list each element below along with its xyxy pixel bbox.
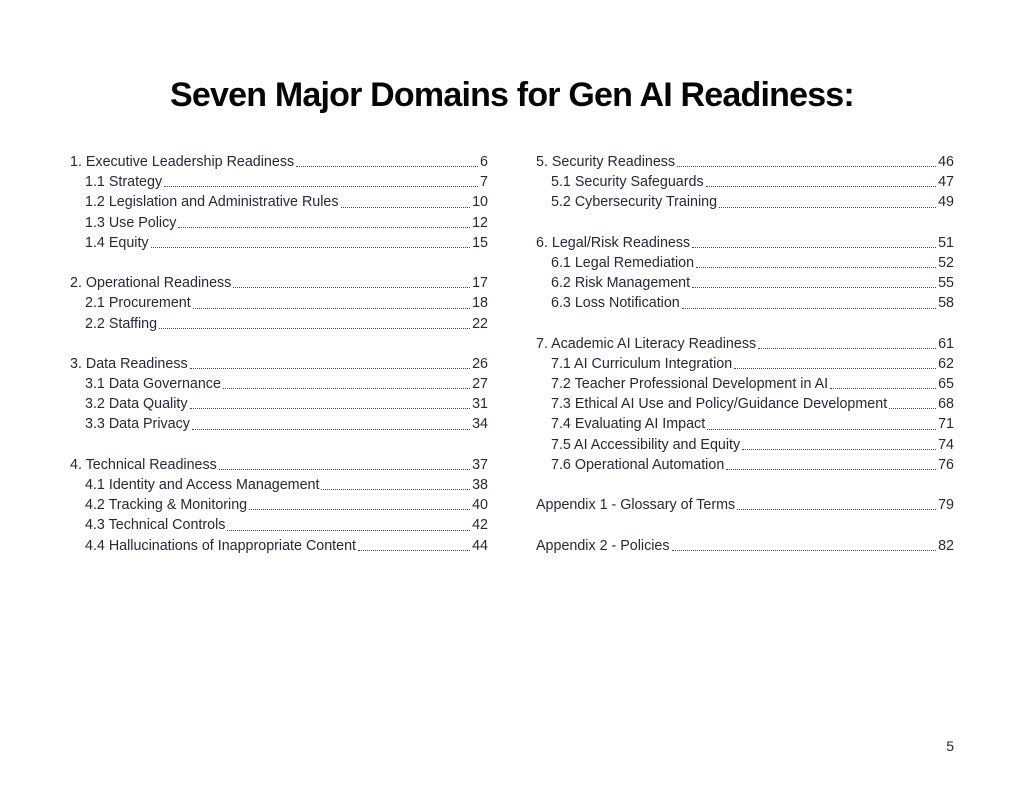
toc-dot-leader — [249, 509, 470, 510]
toc-subsection-entry[interactable] — [70, 192, 488, 212]
toc-section-entry[interactable] — [536, 233, 954, 253]
toc-dot-leader — [164, 186, 478, 187]
toc-entry-label: 5.2 Cybersecurity Training — [551, 194, 718, 211]
toc-entry-page: 68 — [938, 396, 954, 413]
toc-entry-label: 2. Operational Readiness — [70, 275, 232, 292]
toc-entry-page: 18 — [472, 295, 488, 312]
toc-subsection-entry[interactable] — [70, 515, 488, 535]
toc-section-entry[interactable] — [536, 152, 954, 172]
toc-entry-page: 65 — [938, 376, 954, 393]
toc-entry-page: 62 — [938, 355, 954, 372]
toc-subsection-entry[interactable] — [70, 213, 488, 233]
toc-subsection-entry[interactable] — [536, 414, 954, 434]
toc-entry-label: 5. Security Readiness — [536, 154, 676, 170]
toc-entry-label: 1.2 Legislation and Administrative Rules — [85, 194, 339, 211]
toc-entry-page: 55 — [938, 275, 954, 292]
toc-entry-label: 5.1 Security Safeguards — [551, 174, 704, 191]
toc-entry-page: 17 — [472, 275, 488, 292]
toc-dot-leader — [151, 247, 471, 248]
toc-entry-label: 7.2 Teacher Professional Development in AI — [551, 376, 829, 393]
toc-dot-leader — [341, 207, 471, 208]
toc-entry-page: 46 — [938, 154, 954, 170]
toc-dot-leader — [233, 287, 470, 288]
toc-section-entry[interactable] — [536, 334, 954, 354]
toc-spacer — [70, 334, 488, 354]
toc-subsection-entry[interactable] — [70, 394, 488, 414]
toc-entry-label: Appendix 1 - Glossary of Terms — [536, 497, 736, 514]
toc-entry-page: 74 — [938, 436, 954, 453]
toc-dot-leader — [742, 449, 936, 450]
toc-dot-leader — [889, 408, 936, 409]
toc-entry-page: 26 — [472, 355, 488, 372]
toc-entry-page: 6 — [480, 154, 488, 170]
toc-dot-leader — [178, 227, 470, 228]
toc-subsection-entry[interactable] — [536, 435, 954, 455]
toc-entry-page: 82 — [938, 537, 954, 554]
toc-dot-leader — [692, 247, 936, 248]
toc-dot-leader — [321, 489, 470, 490]
toc-entry-page: 61 — [938, 335, 954, 352]
toc-subsection-entry[interactable] — [70, 414, 488, 434]
toc-entry-label: 4. Technical Readiness — [70, 456, 217, 473]
toc-entry-page: 7 — [480, 174, 488, 191]
toc-section-entry[interactable] — [70, 354, 488, 374]
toc-spacer — [536, 515, 954, 535]
toc-entry-label: 3.3 Data Privacy — [85, 416, 190, 433]
toc-dot-leader — [190, 368, 470, 369]
toc-section-entry[interactable] — [70, 273, 488, 293]
toc-entry-label: 7.5 AI Accessibility and Equity — [551, 436, 741, 453]
toc-section-entry[interactable] — [536, 495, 954, 515]
toc-entry-label: 7.4 Evaluating AI Impact — [551, 416, 706, 433]
toc-entry-page: 49 — [938, 194, 954, 211]
toc-section-entry[interactable] — [70, 152, 488, 172]
toc-entry-page: 22 — [472, 315, 488, 332]
toc-subsection-entry[interactable] — [536, 293, 954, 313]
toc-spacer — [536, 314, 954, 334]
toc-entry-label: 1.3 Use Policy — [85, 214, 177, 231]
toc-dot-leader — [219, 469, 470, 470]
toc-entry-label: 1.4 Equity — [85, 234, 149, 251]
toc-entry-page: 79 — [938, 497, 954, 514]
toc-dot-leader — [726, 469, 936, 470]
toc-entry-page: 47 — [938, 174, 954, 191]
toc-entry-label: 7. Academic AI Literacy Readiness — [536, 335, 757, 352]
toc-dot-leader — [737, 509, 936, 510]
toc-dot-leader — [223, 388, 470, 389]
toc-entry-page: 51 — [938, 234, 954, 251]
toc-subsection-entry[interactable] — [536, 394, 954, 414]
toc-subsection-entry[interactable] — [536, 192, 954, 212]
toc-entry-label: 2.2 Staffing — [85, 315, 158, 332]
toc-spacer — [70, 253, 488, 273]
toc-entry-page: 38 — [472, 477, 488, 493]
toc-entry-label: 6.2 Risk Management — [551, 275, 691, 292]
toc-dot-leader — [192, 429, 470, 430]
toc-entry-label: 3.1 Data Governance — [85, 376, 221, 393]
toc-entry-page: 42 — [472, 517, 488, 534]
toc-entry-label: 2.1 Procurement — [85, 295, 191, 312]
toc-entry-label: 4.2 Tracking & Monitoring — [85, 497, 248, 514]
toc-subsection-entry[interactable] — [70, 233, 488, 253]
toc-dot-leader — [227, 530, 470, 531]
toc-entry-page: 76 — [938, 456, 954, 473]
toc-entry-page: 34 — [472, 416, 488, 433]
toc-dot-leader — [672, 550, 937, 551]
toc-subsection-entry[interactable] — [536, 354, 954, 374]
toc-subsection-entry[interactable] — [70, 314, 488, 334]
toc-entry-label: 7.6 Operational Automation — [551, 456, 725, 473]
toc-dot-leader — [696, 267, 936, 268]
toc-dot-leader — [692, 287, 936, 288]
toc-entry-label: 6.3 Loss Notification — [551, 295, 680, 312]
toc-section-entry[interactable] — [536, 536, 954, 556]
toc-subsection-entry[interactable] — [70, 172, 488, 192]
toc-entry-page: 71 — [938, 416, 954, 433]
toc-dot-leader — [190, 408, 471, 409]
toc-spacer — [536, 213, 954, 233]
toc-spacer — [536, 475, 954, 495]
toc-entry-page: 37 — [472, 456, 488, 473]
toc-dot-leader — [707, 429, 936, 430]
toc-dot-leader — [159, 328, 470, 329]
toc-dot-leader — [830, 388, 936, 389]
toc-entry-label: 7.3 Ethical AI Use and Policy/Guidance Development — [551, 396, 888, 413]
toc-entry-label: 6. Legal/Risk Readiness — [536, 234, 691, 251]
page-number: 5 — [946, 738, 954, 754]
toc-entry-page: 52 — [938, 254, 954, 271]
toc-subsection-entry[interactable] — [536, 273, 954, 293]
toc-subsection-entry[interactable] — [70, 536, 488, 556]
toc-subsection-entry[interactable] — [70, 374, 488, 394]
toc-right-column — [536, 152, 954, 556]
page-title: Seven Major Domains for Gen AI Readiness: — [170, 76, 854, 114]
toc-entry-page: 27 — [472, 376, 488, 393]
toc-entry-page: 12 — [472, 214, 488, 231]
toc-entry-label: 1. Executive Leadership Readiness — [70, 154, 295, 170]
toc-dot-leader — [677, 166, 936, 167]
toc-entry-label: 1.1 Strategy — [85, 174, 163, 191]
toc-dot-leader — [706, 186, 937, 187]
toc-entry-label: 3. Data Readiness — [70, 355, 188, 372]
toc-subsection-entry[interactable] — [70, 475, 488, 495]
toc-subsection-entry[interactable] — [70, 293, 488, 313]
toc-entry-page: 10 — [472, 194, 488, 211]
toc-entry-label: Appendix 2 - Policies — [536, 537, 670, 554]
toc-dot-leader — [719, 207, 936, 208]
toc-section-entry[interactable] — [70, 455, 488, 475]
toc-entry-page: 40 — [472, 497, 488, 514]
toc-subsection-entry[interactable] — [536, 374, 954, 394]
toc-dot-leader — [734, 368, 936, 369]
toc-entry-label: 6.1 Legal Remediation — [551, 254, 695, 271]
toc-entry-page: 15 — [472, 234, 488, 251]
toc-dot-leader — [682, 308, 936, 309]
toc-dot-leader — [758, 348, 936, 349]
toc-entry-label: 3.2 Data Quality — [85, 396, 188, 413]
toc-entry-label: 4.4 Hallucinations of Inappropriate Content — [85, 537, 357, 554]
toc-entry-label: 7.1 AI Curriculum Integration — [551, 355, 733, 372]
toc-dot-leader — [358, 550, 470, 551]
toc-left-column — [70, 152, 488, 556]
toc-entry-page: 31 — [472, 396, 488, 413]
toc-dot-leader — [296, 166, 478, 167]
toc-subsection-entry[interactable] — [70, 495, 488, 515]
toc-entry-page: 44 — [472, 537, 488, 554]
toc-subsection-entry[interactable] — [536, 455, 954, 475]
toc-spacer — [70, 435, 488, 455]
toc-entry-label: 4.1 Identity and Access Management — [85, 477, 320, 493]
toc-subsection-entry[interactable] — [536, 253, 954, 273]
toc-entry-label: 4.3 Technical Controls — [85, 517, 226, 534]
toc-dot-leader — [193, 308, 470, 309]
toc-subsection-entry[interactable] — [536, 172, 954, 192]
toc-entry-page: 58 — [938, 295, 954, 312]
